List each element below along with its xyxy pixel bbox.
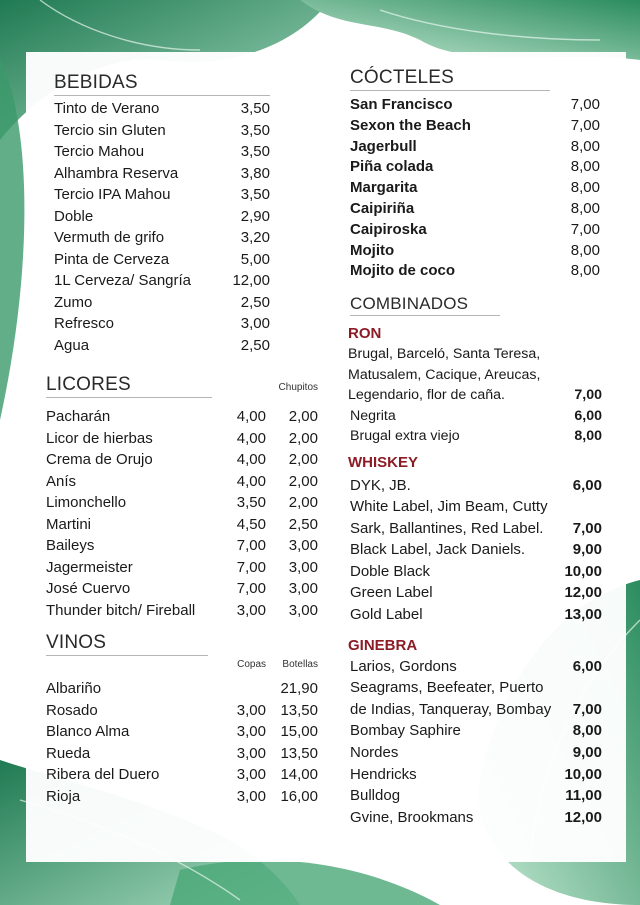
whiskey-item-price: 9,00 <box>572 541 602 559</box>
bebida-item-price: 12,00 <box>232 272 270 289</box>
bebida-item-price: 5,00 <box>240 250 270 268</box>
vino-item-botella: 21,90 <box>280 680 318 697</box>
ron-item <box>350 406 602 427</box>
vino-item-botella: 13,50 <box>280 701 318 719</box>
cocteles-section <box>350 67 600 282</box>
coctel-item-price: 7,00 <box>570 116 600 134</box>
bebida-item-price: 3,50 <box>240 186 270 203</box>
ginebra-item-name: Larios, Gordons <box>350 657 457 675</box>
coctel-item-price: 8,00 <box>570 241 600 259</box>
licores-section <box>46 374 318 621</box>
bebida-item <box>54 163 270 185</box>
whiskey-item-price: 10,00 <box>564 562 602 580</box>
licor-item <box>46 492 318 514</box>
bebida-item-name: Zumo <box>54 293 93 311</box>
ginebra-title: GINEBRA <box>348 636 418 654</box>
licor-item-chupito: 2,50 <box>288 515 318 533</box>
vino-item-name: Rioja <box>46 787 81 805</box>
leaf-top-right <box>300 0 640 60</box>
licor-item <box>46 428 318 450</box>
bebida-item-name: Vermuth de grifo <box>54 229 165 246</box>
vino-item-name: Rueda <box>46 744 91 762</box>
licor-item-chupito: 2,00 <box>288 408 318 425</box>
whiskey-item-name: Doble Black <box>350 562 431 580</box>
licor-item-name: Crema de Orujo <box>46 451 153 468</box>
vino-item-botella: 13,50 <box>280 744 318 762</box>
whiskey-item-name: Green Label <box>350 584 433 602</box>
bebida-item <box>54 292 270 314</box>
botellas-label: Botellas <box>282 659 318 670</box>
vinos-title: VINOS <box>46 632 208 656</box>
whiskey-item-price: 6,00 <box>572 476 602 494</box>
ron-line-3-text: Legendario, flor de caña. <box>348 387 505 403</box>
ginebra-item-price: 10,00 <box>564 765 602 783</box>
licor-item-price: 4,50 <box>236 515 266 533</box>
coctel-item-price: 8,00 <box>570 179 600 197</box>
bebida-item <box>54 120 270 142</box>
ron-line-3-price: 7,00 <box>574 387 602 403</box>
coctel-item-price: 8,00 <box>570 158 600 176</box>
licor-item-name: Baileys <box>46 537 95 554</box>
licor-item-price: 4,00 <box>236 451 266 468</box>
whiskey-item-name: Sark, Ballantines, Red Label. <box>350 519 544 537</box>
vino-item <box>46 721 318 743</box>
coctel-item-name: Mojito <box>350 241 395 259</box>
ron-item-price: 6,00 <box>574 407 602 424</box>
vino-item-copa: 3,00 <box>236 701 266 719</box>
vino-item <box>46 700 318 722</box>
licor-item <box>46 406 318 428</box>
whiskey-item <box>350 582 602 604</box>
ginebra-item <box>350 656 602 678</box>
ron-item-name: Brugal extra viejo <box>350 428 460 444</box>
coctel-item-name: Sexon the Beach <box>350 116 471 134</box>
bebida-item <box>54 206 270 228</box>
coctel-item <box>350 137 600 158</box>
coctel-item-name: Caipiriña <box>350 199 415 217</box>
bebidas-section <box>54 72 270 356</box>
coctel-item <box>350 157 600 178</box>
licor-item-chupito: 3,00 <box>288 580 318 597</box>
copas-label: Copas <box>237 659 266 670</box>
combinados-section <box>350 294 602 828</box>
licores-list <box>46 406 318 621</box>
licor-item-name: Jagermeister <box>46 558 133 576</box>
bebidas-title: BEBIDAS <box>54 72 270 96</box>
whiskey-title: WHISKEY <box>348 453 419 471</box>
ginebra-item-name: Nordes <box>350 744 399 762</box>
licor-item <box>46 471 318 493</box>
vino-item <box>46 786 318 808</box>
ginebra-item-price: 6,00 <box>572 657 602 675</box>
ron-item-price: 8,00 <box>574 428 602 444</box>
bebida-item <box>54 184 270 206</box>
leaf-bottom-mid <box>170 860 440 905</box>
licor-item-price: 4,00 <box>236 408 266 425</box>
bebida-item <box>54 270 270 292</box>
licores-title: LICORES <box>46 374 212 398</box>
ginebra-item-price: 12,00 <box>564 808 602 826</box>
vinos-list <box>46 678 318 807</box>
bebida-item-price: 3,50 <box>240 121 270 139</box>
ginebra-item <box>350 699 602 721</box>
bebida-item-name: Tercio IPA Mahou <box>54 186 171 203</box>
licor-item-name: Licor de hierbas <box>46 429 153 447</box>
licor-item <box>46 535 318 557</box>
coctel-item <box>350 116 600 137</box>
whiskey-item-name: Gold Label <box>350 606 423 624</box>
bebida-item-name: Tinto de Verano <box>54 100 160 117</box>
vino-item <box>46 764 318 786</box>
coctel-item-price: 7,00 <box>570 220 600 238</box>
vino-item-copa: 3,00 <box>236 723 266 740</box>
bebida-item-name: Tercio sin Gluten <box>54 121 166 139</box>
bebida-item-price: 2,50 <box>240 293 270 311</box>
licor-item <box>46 557 318 579</box>
cocteles-list <box>350 95 600 282</box>
ginebra-item <box>350 785 602 807</box>
whiskey-item <box>350 561 602 583</box>
whiskey-item-name: DYK, JB. <box>350 476 411 494</box>
whiskey-item <box>350 475 602 497</box>
licor-item-name: Anís <box>46 472 77 490</box>
licor-item-name: José Cuervo <box>46 580 131 597</box>
licor-item-price: 7,00 <box>236 537 266 554</box>
licor-item-chupito: 2,00 <box>288 494 318 511</box>
ginebra-item-name: Gvine, Brookmans <box>350 808 474 826</box>
ginebra-list <box>350 656 602 829</box>
coctel-item-name: Margarita <box>350 179 418 197</box>
coctel-item <box>350 241 600 262</box>
licor-item-chupito: 2,00 <box>288 429 318 447</box>
coctel-item-name: Mojito de coco <box>350 262 455 280</box>
bebida-item <box>54 141 270 163</box>
bebida-item-name: 1L Cerveza/ Sangría <box>54 272 192 289</box>
bebida-item <box>54 227 270 249</box>
bebida-item-name: Alhambra Reserva <box>54 164 179 182</box>
vino-item-name: Blanco Alma <box>46 723 130 740</box>
coctel-item-price: 8,00 <box>570 199 600 217</box>
bebida-item <box>54 335 270 357</box>
coctel-item-price: 7,00 <box>570 96 600 113</box>
licor-item-name: Pacharán <box>46 408 111 425</box>
vino-item-copa: 3,00 <box>236 744 266 762</box>
licor-item-name: Thunder bitch/ Fireball <box>46 601 196 619</box>
ginebra-item-name: de Indias, Tanqueray, Bombay <box>350 700 552 718</box>
coctel-item <box>350 261 600 282</box>
bebida-item-name: Agua <box>54 336 90 354</box>
coctel-item-name: Jagerbull <box>350 137 417 155</box>
ginebra-item-name: Bulldog <box>350 787 401 805</box>
vino-item-botella: 16,00 <box>280 787 318 805</box>
ginebra-item <box>350 807 602 829</box>
coctel-item <box>350 220 600 241</box>
whiskey-list <box>350 475 602 626</box>
coctel-item <box>350 95 600 116</box>
bebida-item-price: 2,90 <box>240 207 270 225</box>
whiskey-item-name: White Label, Jim Beam, Cutty <box>350 498 548 516</box>
ginebra-item-name: Seagrams, Beefeater, Puerto <box>350 679 544 697</box>
coctel-item <box>350 199 600 220</box>
vino-item-copa: 3,00 <box>236 787 266 805</box>
bebida-item <box>54 249 270 271</box>
ginebra-item-name: Hendricks <box>350 765 417 783</box>
licor-item-name: Limonchello <box>46 494 127 511</box>
vinos-section <box>46 632 318 807</box>
licor-item-chupito: 2,00 <box>288 472 318 490</box>
ron-list <box>350 406 602 447</box>
bebida-item-price: 3,20 <box>240 229 270 246</box>
whiskey-item <box>350 604 602 626</box>
ron-item-name: Negrita <box>350 407 396 424</box>
ron-line-2: Matusalem, Cacique, Areucas, <box>348 366 541 383</box>
ginebra-item <box>350 720 602 742</box>
ginebra-item-price: 8,00 <box>572 722 602 740</box>
whiskey-item-price: 7,00 <box>572 519 602 537</box>
licor-item-price: 4,00 <box>236 429 266 447</box>
whiskey-item-price: 12,00 <box>564 584 602 602</box>
licor-item <box>46 514 318 536</box>
ginebra-item-price: 7,00 <box>572 700 602 718</box>
whiskey-item <box>350 539 602 561</box>
ginebra-item-price: 11,00 <box>565 787 602 805</box>
ron-title: RON <box>348 325 382 342</box>
bebida-item <box>54 313 270 335</box>
chupitos-label: Chupitos <box>278 382 318 393</box>
whiskey-item <box>350 518 602 540</box>
bebida-item-price: 3,50 <box>240 100 270 117</box>
ron-item <box>350 426 602 447</box>
vino-item-name: Rosado <box>46 701 98 719</box>
coctel-item-price: 8,00 <box>570 262 600 280</box>
ginebra-item <box>350 677 602 699</box>
licor-item <box>46 449 318 471</box>
licor-item-price: 3,00 <box>236 601 266 619</box>
bebida-item-name: Doble <box>54 207 94 225</box>
licor-item-chupito: 2,00 <box>288 451 318 468</box>
licor-item-name: Martini <box>46 515 92 533</box>
vino-item-botella: 14,00 <box>280 766 318 783</box>
whiskey-item-name: Black Label, Jack Daniels. <box>350 541 526 559</box>
bebida-item-price: 3,00 <box>240 315 270 332</box>
whiskey-item <box>350 496 602 518</box>
licor-item <box>46 578 318 600</box>
coctel-item <box>350 178 600 199</box>
licor-item-price: 7,00 <box>236 558 266 576</box>
bebida-item-price: 3,50 <box>240 143 270 160</box>
ron-line-3 <box>348 385 602 406</box>
bebida-item-name: Pinta de Cerveza <box>54 250 170 268</box>
licor-item-price: 3,50 <box>236 494 266 511</box>
vino-item <box>46 743 318 765</box>
ginebra-item <box>350 742 602 764</box>
licor-item-chupito: 3,00 <box>288 601 318 619</box>
vino-item-copa: 3,00 <box>236 766 266 783</box>
coctel-item-name: San Francisco <box>350 96 453 113</box>
whiskey-item-price: 13,00 <box>564 606 602 624</box>
vino-item-name: Ribera del Duero <box>46 766 160 783</box>
vino-item-name: Albariño <box>46 680 102 697</box>
vino-item <box>46 678 318 700</box>
coctel-item-name: Caipiroska <box>350 220 427 238</box>
combinados-title: COMBINADOS <box>350 294 500 316</box>
licor-item-price: 7,00 <box>236 580 266 597</box>
ginebra-item-name: Bombay Saphire <box>350 722 461 740</box>
licor-item-chupito: 3,00 <box>288 558 318 576</box>
licor-item-price: 4,00 <box>236 472 266 490</box>
bebida-item-price: 2,50 <box>240 336 270 354</box>
ginebra-item <box>350 764 602 786</box>
bebida-item <box>54 98 270 120</box>
bebida-item-name: Tercio Mahou <box>54 143 145 160</box>
bebida-item-name: Refresco <box>54 315 115 332</box>
cocteles-title: CÓCTELES <box>350 67 550 91</box>
coctel-item-name: Piña colada <box>350 158 434 176</box>
vino-item-botella: 15,00 <box>280 723 318 740</box>
licor-item <box>46 600 318 622</box>
bebidas-list <box>54 98 270 356</box>
ron-line-1: Brugal, Barceló, Santa Teresa, <box>348 346 541 362</box>
bebida-item-price: 3,80 <box>240 164 270 182</box>
licor-item-chupito: 3,00 <box>288 537 318 554</box>
ginebra-item-price: 9,00 <box>572 744 602 762</box>
coctel-item-price: 8,00 <box>570 137 600 155</box>
